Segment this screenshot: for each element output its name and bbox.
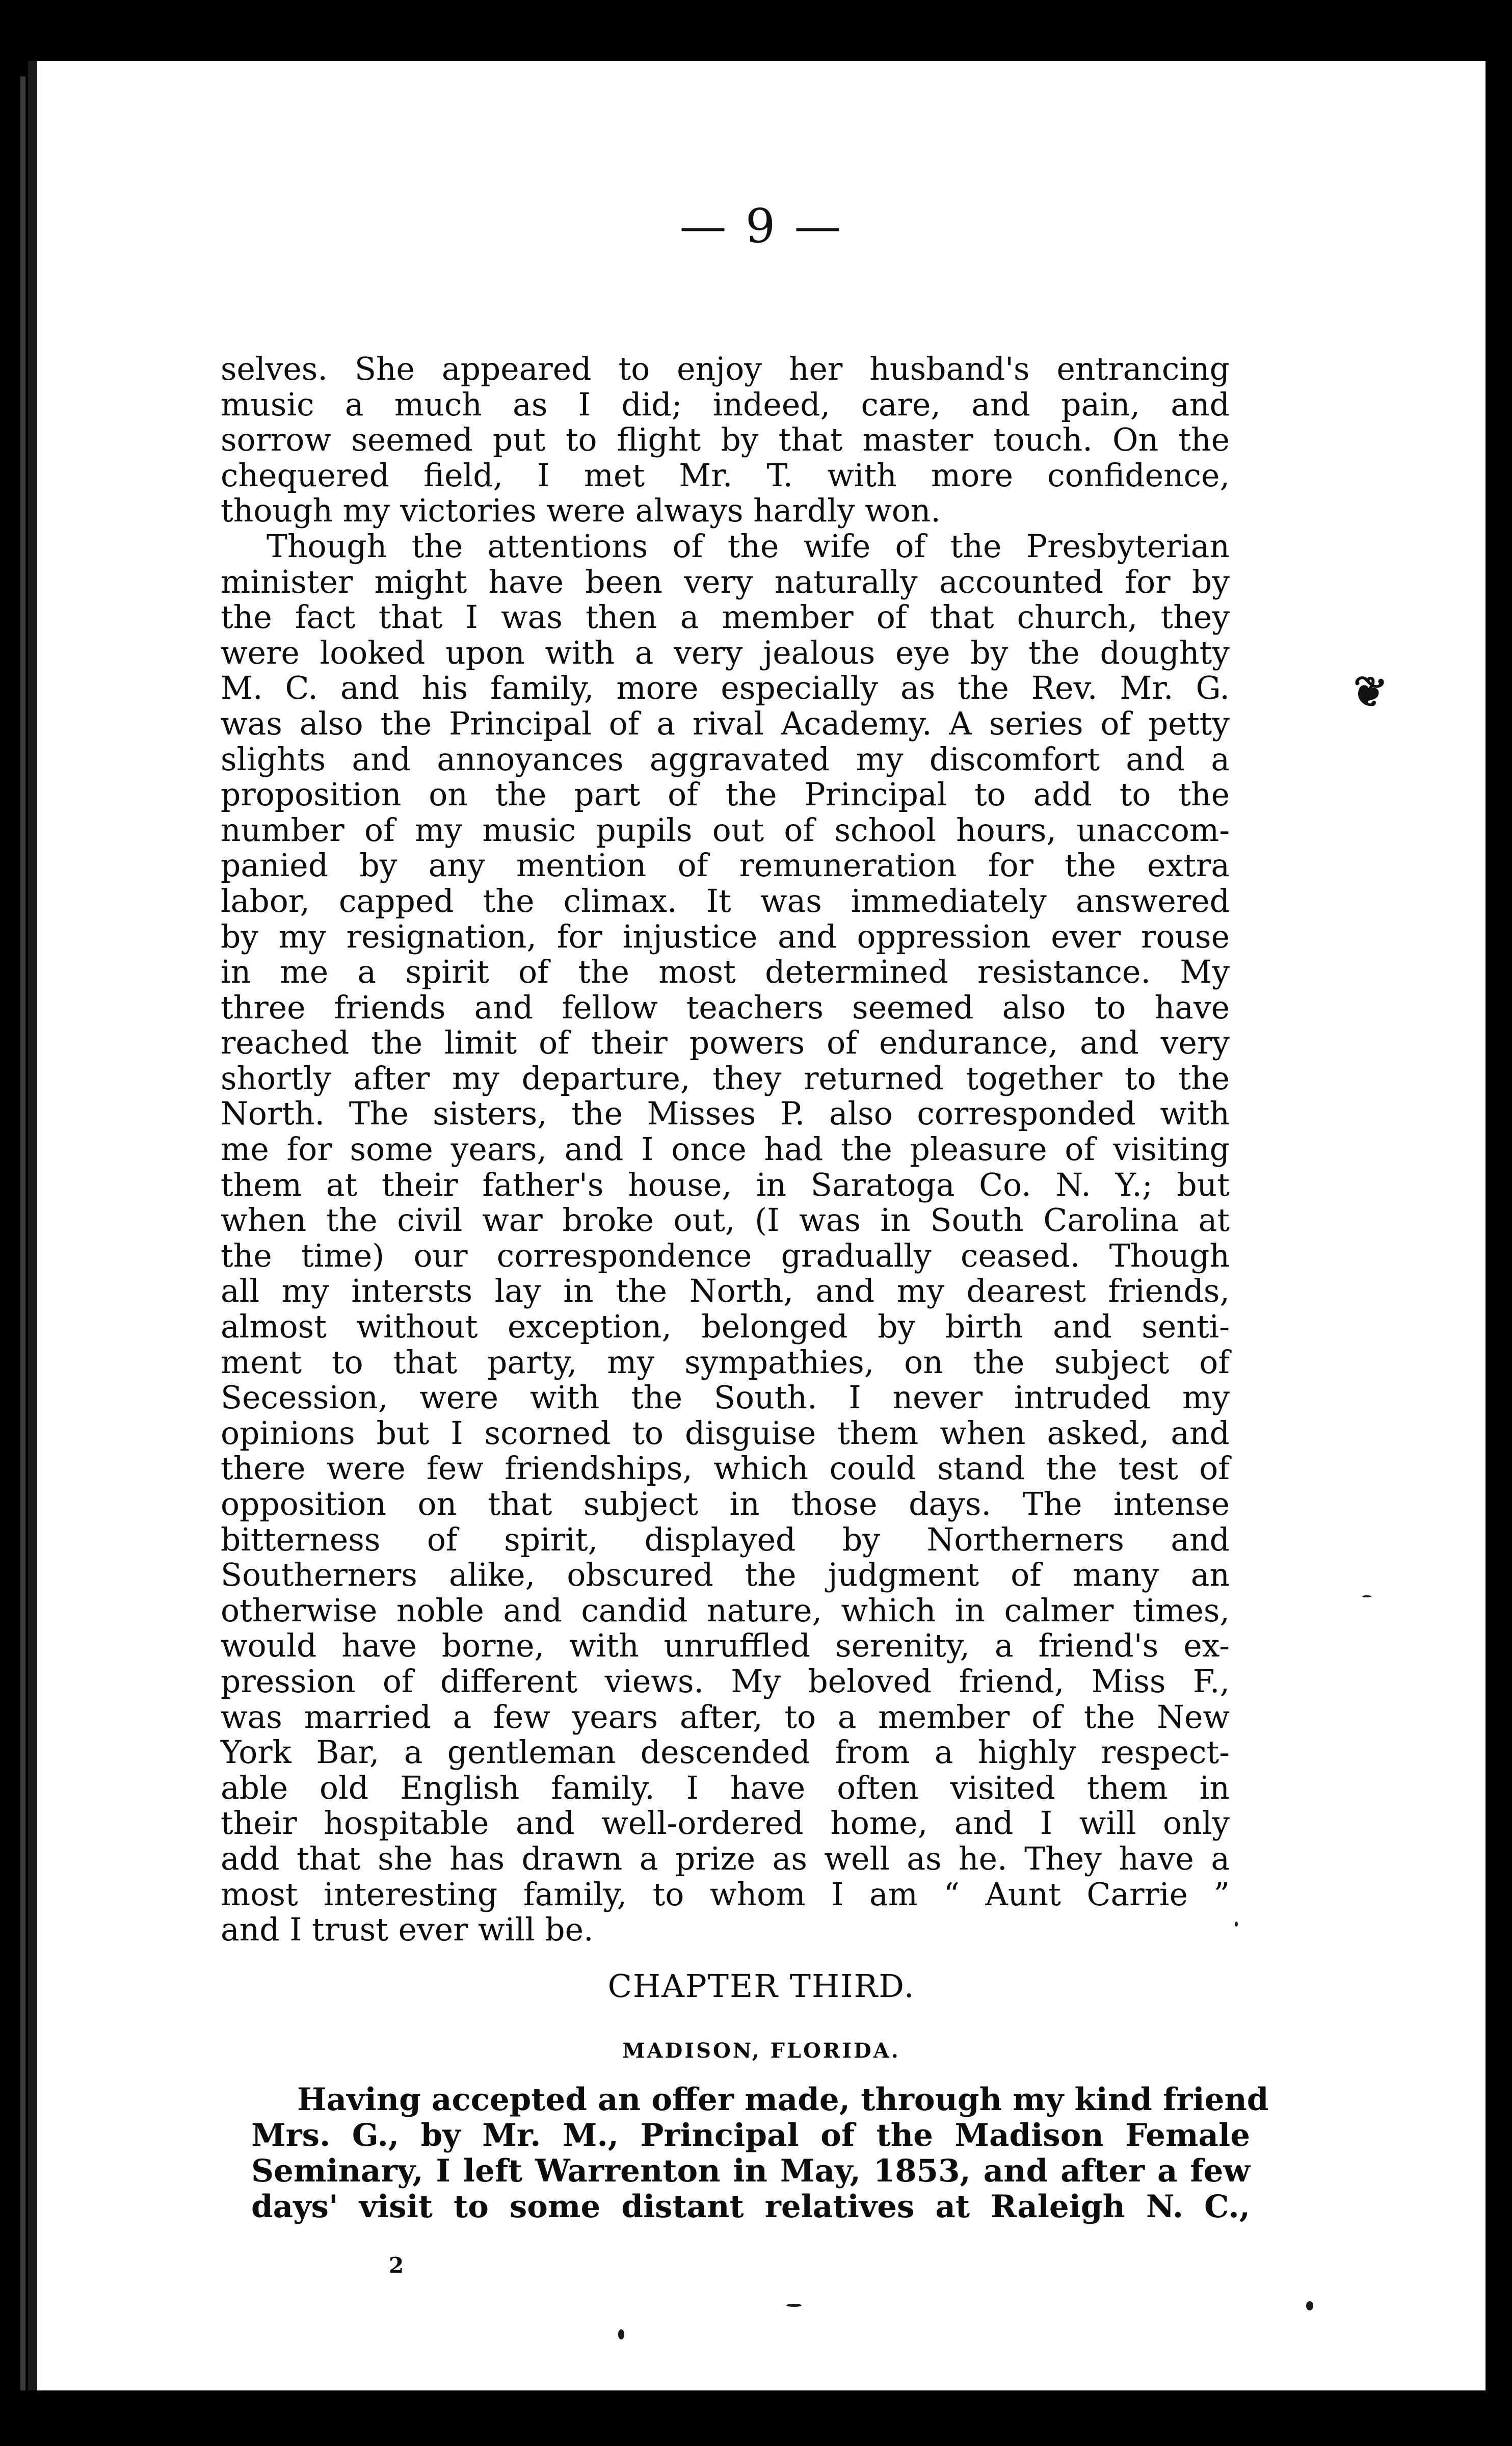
signature-mark: 2 <box>389 2253 404 2278</box>
text-line: in me a spirit of the most determined resistance. My <box>221 954 1230 991</box>
chapter-opening-text <box>251 2082 1269 2225</box>
text-line: their hospitable and well-ordered home, and I will only <box>221 1805 1230 1842</box>
page-number: — 9 — <box>679 199 843 253</box>
chapter-title: CHAPTER THIRD. <box>607 1967 915 2005</box>
text-line: them at their father's house, in Saratoga Co. N. Y.; but <box>221 1166 1230 1203</box>
ink-speck <box>786 2304 802 2307</box>
text-line: number of my music pupils out of school hours, unaccom- <box>221 811 1230 849</box>
text-line: though my victories were always hardly won. <box>221 492 941 530</box>
book-page <box>28 61 1486 2390</box>
text-line: would have borne, with unruffled serenity, a friend's ex- <box>221 1627 1230 1665</box>
text-line: opposition on that subject in those days. The intense <box>221 1486 1230 1522</box>
text-line: labor, capped the climax. It was immediately answered <box>221 882 1230 919</box>
text-line: North. The sisters, the Misses P. also corresponded with <box>221 1095 1230 1133</box>
ink-speck <box>1362 1595 1371 1597</box>
text-line: add that she has drawn a prize as well as he. They have a <box>221 1840 1230 1877</box>
text-line: me for some years, and I once had the pleasure of visiting <box>221 1131 1230 1168</box>
ink-speck <box>1235 1922 1238 1927</box>
text-line: Mrs. G., by Mr. M., Principal of the Madison Female <box>251 2117 1250 2153</box>
text-line: pression of different views. My beloved friend, Miss F., <box>221 1663 1230 1700</box>
text-line: was married a few years after, to a member of the New <box>221 1698 1230 1735</box>
text-line: M. C. and his family, more especially as the Rev. Mr. G. <box>221 670 1230 707</box>
ink-speck <box>1306 2301 1313 2310</box>
margin-mark: ❦ <box>1348 665 1390 719</box>
text-line: were looked upon with a very jealous eye by the doughty <box>221 634 1230 671</box>
text-line: music a much as I did; indeed, care, and pain, and <box>221 386 1230 423</box>
text-line: proposition on the part of the Principal to add to the <box>221 776 1230 813</box>
text-line: otherwise noble and candid nature, which in calmer times, <box>221 1592 1230 1629</box>
text-line: minister might have been very naturally accounted for by <box>221 563 1230 600</box>
text-line: by my resignation, for injustice and oppression ever rouse <box>221 918 1230 955</box>
text-line: Seminary, I left Warrenton in May, 1853, and after a few <box>251 2153 1250 2189</box>
ink-speck <box>618 2329 624 2339</box>
text-line: reached the limit of their powers of endurance, and very <box>221 1024 1230 1062</box>
text-line: able old English family. I have often visited them in <box>221 1769 1230 1806</box>
text-line: Having accepted an offer made, through my kind friend <box>297 2082 1269 2118</box>
text-line: sorrow seemed put to flight by that master touch. On the <box>221 422 1230 459</box>
text-line: the fact that I was then a member of that church, they <box>221 599 1230 636</box>
text-line: all my intersts lay in the North, and my dearest friends, <box>221 1273 1230 1310</box>
text-line: panied by any mention of remuneration for the extra <box>221 847 1230 884</box>
text-line: shortly after my departure, they returned together to the <box>221 1060 1230 1097</box>
text-line: York Bar, a gentleman descended from a highly respect- <box>221 1734 1230 1771</box>
text-line: and I trust ever will be. <box>221 1911 594 1949</box>
text-line: selves. She appeared to enjoy her husband's entrancing <box>221 351 1230 387</box>
text-line: the time) our correspondence gradually ceased. Though <box>221 1237 1230 1274</box>
text-line: opinions but I scorned to disguise them when asked, and <box>221 1414 1230 1452</box>
text-line: ment to that party, my sympathies, on the subject of <box>221 1344 1230 1381</box>
text-line: almost without exception, belonged by birth and senti- <box>221 1308 1230 1346</box>
text-line: Southerners alike, obscured the judgment of many an <box>221 1557 1230 1594</box>
text-line: slights and annoyances aggravated my discomfort and a <box>221 741 1230 778</box>
text-line: Though the attentions of the wife of the Presbyterian <box>267 528 1230 565</box>
text-line: most interesting family, to whom I am “ Aunt Carrie ” <box>221 1876 1230 1913</box>
left-margin-rule <box>20 76 25 2390</box>
body-text <box>221 352 1230 1948</box>
text-line: was also the Principal of a rival Academy. A series of petty <box>221 705 1230 742</box>
text-line: bitterness of spirit, displayed by Northerners and <box>221 1521 1230 1558</box>
text-line: chequered field, I met Mr. T. with more confidence, <box>221 457 1230 494</box>
text-line: days' visit to some distant relatives at Raleigh N. C., <box>251 2189 1250 2225</box>
text-line: three friends and fellow teachers seemed also to have <box>221 989 1230 1026</box>
text-line: when the civil war broke out, (I was in South Carolina at <box>221 1202 1230 1239</box>
text-line: Secession, were with the South. I never intruded my <box>221 1379 1230 1416</box>
text-line: there were few friendships, which could stand the test of <box>221 1450 1230 1487</box>
chapter-subtitle: MADISON, FLORIDA. <box>622 2039 900 2063</box>
